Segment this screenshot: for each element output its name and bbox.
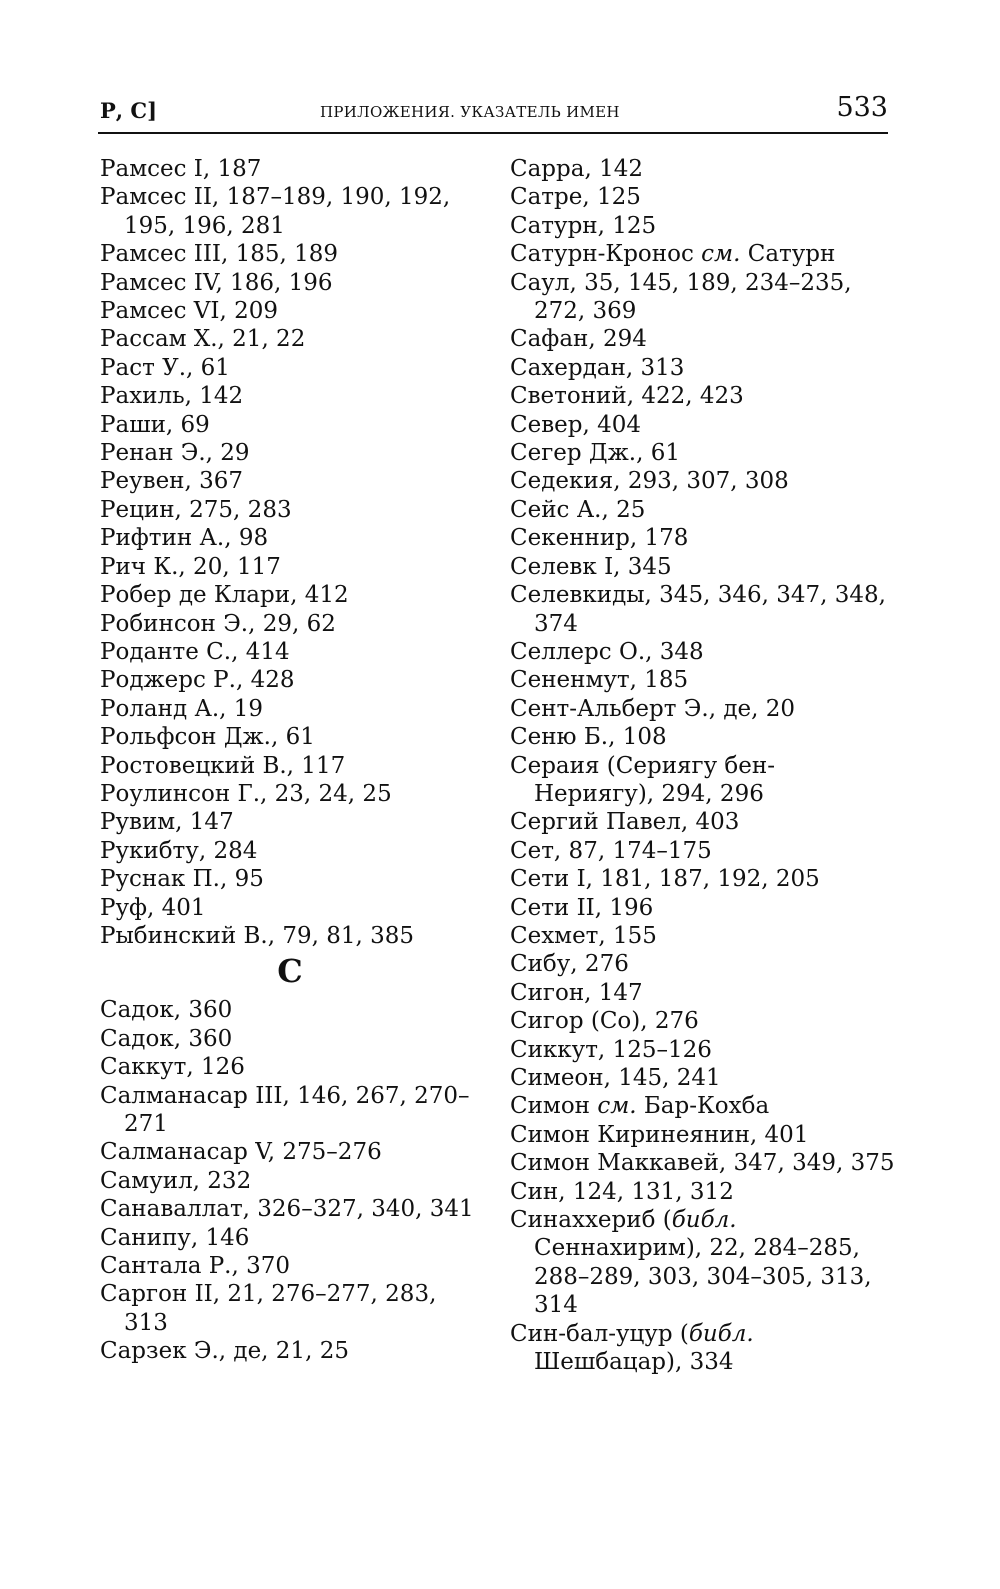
index-entry: Сененмут, 185 xyxy=(510,667,689,694)
index-entry: Руснак П., 95 xyxy=(100,866,264,893)
index-entry: Сераия (Сериягу бен-Нериягу), 294, 296 xyxy=(510,752,775,807)
index-entry-see xyxy=(510,1092,895,1120)
index-entry: Рамсес VI, 209 xyxy=(100,298,278,325)
index-entry: Сехмет, 155 xyxy=(510,922,657,949)
index-entry: Сарзек Э., де, 21, 25 xyxy=(100,1338,349,1365)
section-letter: С xyxy=(277,952,303,991)
index-entry: Сеню Б., 108 xyxy=(510,724,667,751)
entry-head: Сатурн-Кронос xyxy=(510,241,694,268)
index-entry: Ренан Э., 29 xyxy=(100,440,250,467)
bibl-abbrev: библ. xyxy=(688,1320,754,1347)
index-entry: Рамсес IV, 186, 196 xyxy=(100,269,333,296)
index-entry: Секеннир, 178 xyxy=(510,525,689,552)
index-entry: Сет, 87, 174–175 xyxy=(510,837,712,864)
index-entry: Саргон II, 21, 276–277, 283, 313 xyxy=(100,1281,437,1336)
index-entry: Руф, 401 xyxy=(100,894,206,921)
index-entry: Сигор (Со), 276 xyxy=(510,1008,699,1035)
running-header xyxy=(98,92,888,134)
index-entry: Рыбинский В., 79, 81, 385 xyxy=(100,922,415,949)
entry-head: Симон xyxy=(510,1093,590,1120)
index-entry: Самуил, 232 xyxy=(100,1167,252,1194)
entry-rest: Шешбацар), 334 xyxy=(534,1349,734,1376)
index-entry: Селевк I, 345 xyxy=(510,553,672,580)
index-entry: Сейс А., 25 xyxy=(510,496,646,523)
index-entry: Сахердан, 313 xyxy=(510,354,685,381)
index-entry: Симон Киринеянин, 401 xyxy=(510,1121,809,1148)
index-entry: Сатурн, 125 xyxy=(510,212,657,239)
index-entry-see xyxy=(510,240,895,268)
index-entry: Сибу, 276 xyxy=(510,951,629,978)
index-entry: Роданте С., 414 xyxy=(100,638,290,665)
index-entry: Роланд А., 19 xyxy=(100,695,264,722)
index-entry: Рамсес I, 187 xyxy=(100,156,262,182)
index-entry: Садок, 360 xyxy=(100,1025,233,1052)
see-target: Сатурн xyxy=(747,241,836,268)
see-reference: см. xyxy=(597,1093,637,1120)
index-entry: Раши, 69 xyxy=(100,411,210,438)
index-entry: Сегер Дж., 61 xyxy=(510,440,680,467)
index-entry: Рольфсон Дж., 61 xyxy=(100,724,315,751)
entry-head: Синаххериб ( xyxy=(510,1207,672,1234)
index-entry: Саккут, 126 xyxy=(100,1054,245,1081)
index-entry: Салманасар V, 275–276 xyxy=(100,1139,382,1166)
index-entry: Сатре, 125 xyxy=(510,184,641,211)
index-entry: Сент-Альберт Э., де, 20 xyxy=(510,695,795,722)
index-entry: Син, 124, 131, 312 xyxy=(510,1178,734,1205)
index-entry: Сергий Павел, 403 xyxy=(510,809,740,836)
index-entry: Селевкиды, 345, 346, 347, 348, 374 xyxy=(510,582,886,637)
bibl-abbrev: библ. xyxy=(671,1207,737,1234)
index-entry: Север, 404 xyxy=(510,411,642,438)
index-group-r xyxy=(100,155,480,950)
index-entry: Рецин, 275, 283 xyxy=(100,496,292,523)
index-entry: Сиккут, 125–126 xyxy=(510,1036,712,1063)
index-entry: Сарра, 142 xyxy=(510,156,643,182)
index-entry: Сантала Р., 370 xyxy=(100,1253,291,1280)
index-entry: Реувен, 367 xyxy=(100,468,244,495)
header-section: Р, С] xyxy=(100,98,158,123)
index-entry: Симон Маккавей, 347, 349, 375 xyxy=(510,1150,895,1177)
index-entry: Роджерс Р., 428 xyxy=(100,667,295,694)
index-entry: Рувим, 147 xyxy=(100,809,234,836)
index-entry: Рахиль, 142 xyxy=(100,383,244,410)
index-entry-bibl xyxy=(510,1320,895,1377)
entry-rest: Сеннахирим), 22, 284–285, 288–289, 303, 304–305, 313, 314 xyxy=(534,1235,872,1319)
index-entry: Светоний, 422, 423 xyxy=(510,383,744,410)
index-entry: Салманасар III, 146, 267, 270–271 xyxy=(100,1082,470,1137)
index-entry: Санаваллат, 326–327, 340, 341 xyxy=(100,1196,474,1223)
index-entry: Рамсес II, 187–189, 190, 192, 195, 196, 281 xyxy=(100,184,451,239)
header-title: ПРИЛОЖЕНИЯ. УКАЗАТЕЛЬ ИМЕН xyxy=(320,103,620,121)
index-entry: Сафан, 294 xyxy=(510,326,647,353)
index-entry: Рукибту, 284 xyxy=(100,837,258,864)
index-entry: Робинсон Э., 29, 62 xyxy=(100,610,336,637)
index-entry: Рамсес III, 185, 189 xyxy=(100,241,339,268)
index-entry: Сети II, 196 xyxy=(510,894,654,921)
see-target: Бар-Кохба xyxy=(643,1093,770,1120)
page-number: 533 xyxy=(836,92,888,123)
index-entry: Саул, 35, 145, 189, 234–235, 272, 369 xyxy=(510,269,852,325)
index-column-left xyxy=(100,155,480,1366)
index-entry: Седекия, 293, 307, 308 xyxy=(510,468,789,495)
index-entry: Рассам Х., 21, 22 xyxy=(100,326,306,353)
index-entry: Раст У., 61 xyxy=(100,354,230,381)
index-entry: Селлерс О., 348 xyxy=(510,638,704,665)
index-entry: Роулинсон Г., 23, 24, 25 xyxy=(100,780,392,807)
index-entry: Садок, 360 xyxy=(100,997,233,1024)
index-entry: Робер де Клари, 412 xyxy=(100,582,349,609)
index-entry: Симеон, 145, 241 xyxy=(510,1065,721,1091)
index-entry: Санипу, 146 xyxy=(100,1224,250,1251)
index-entry: Сигон, 147 xyxy=(510,979,643,1006)
see-reference: см. xyxy=(701,241,741,268)
index-entry: Рич К., 20, 117 xyxy=(100,553,281,580)
index-entry: Ростовецкий В., 117 xyxy=(100,752,346,779)
index-entry-bibl xyxy=(510,1206,895,1320)
entry-head: Син-бал-уцур ( xyxy=(510,1320,689,1347)
index-group-s xyxy=(100,996,480,1365)
index-entry: Сети I, 181, 187, 192, 205 xyxy=(510,866,820,893)
index-entry: Рифтин А., 98 xyxy=(100,525,269,552)
index-column-right xyxy=(510,155,895,1376)
